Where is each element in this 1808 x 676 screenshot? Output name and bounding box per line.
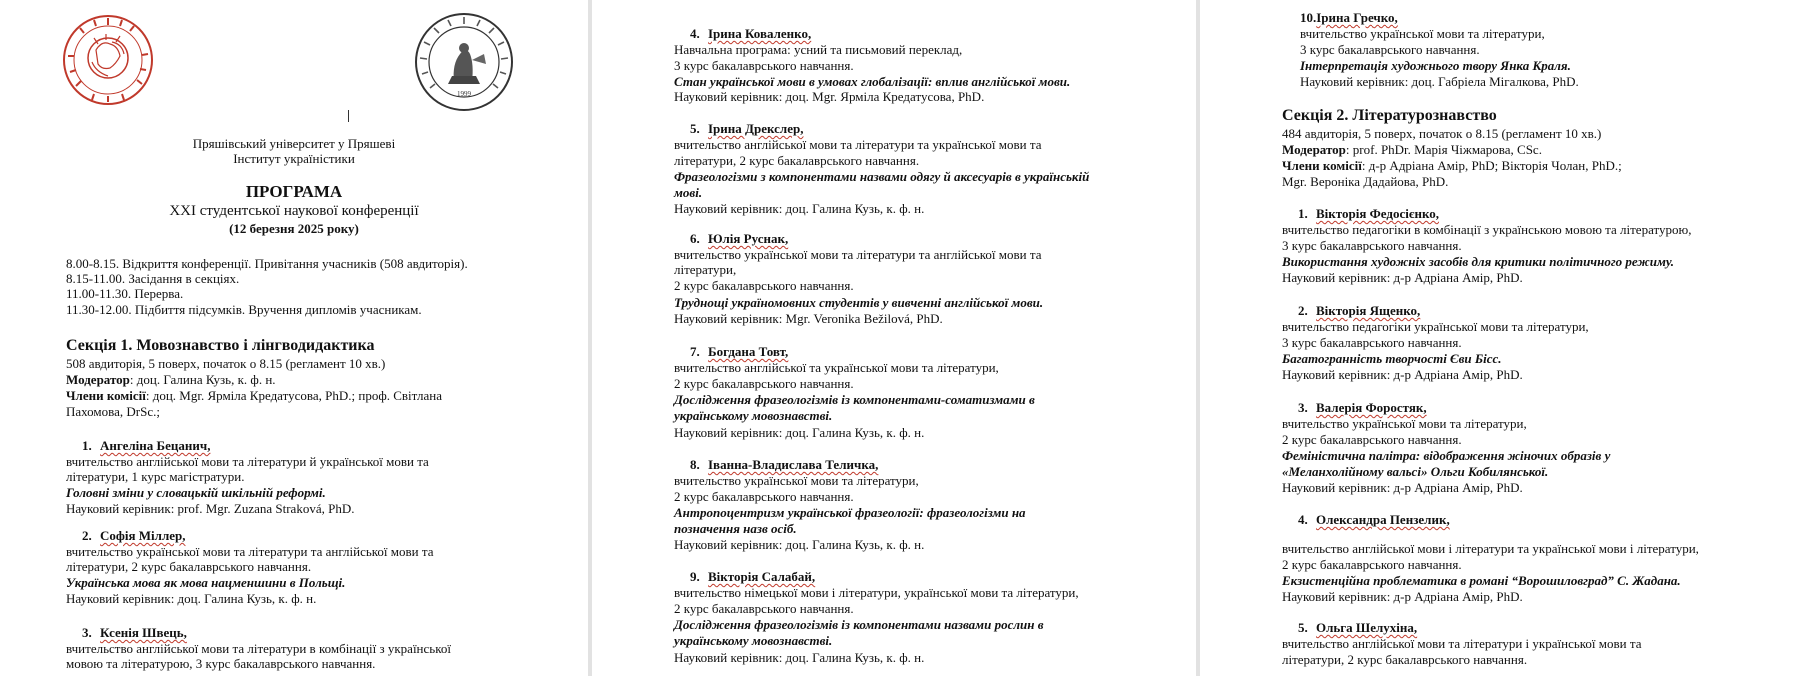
participant-program: вчительство української мови та літератури, xyxy=(1300,26,1545,41)
participant-topic: Головні зміни у словацькій шкільній реформі. xyxy=(66,485,326,500)
participant-program: вчительство української мови та літератури та англійської мови та xyxy=(674,247,1042,262)
university-name: Пряшівський університет у Пряшеві xyxy=(192,136,396,151)
participant-name: 1. Ангеліна Бецанич, xyxy=(82,438,211,453)
participant-supervisor: Науковий керівник: prof. Mgr. Zuzana Straková, PhD. xyxy=(66,501,355,516)
conference-title: XXI студентської наукової конференції xyxy=(169,203,419,219)
participant-topic: Екзистенційна проблематика в романі “Ворошиловград” С. Жадана. xyxy=(1282,573,1681,588)
participant-program: вчительство української мови та літератури, xyxy=(674,473,919,488)
participant-name: 3. Ксенія Швець, xyxy=(82,625,187,640)
participant-program: 2 курс бакалаврського навчання. xyxy=(674,601,854,616)
participant-program: літератури, 1 курс магістратури. xyxy=(66,469,245,484)
participant-supervisor: Науковий керівник: д-р Адріана Амір, PhD. xyxy=(1282,589,1523,604)
participant-topic: Феміністична палітра: відображення жіночих образів у xyxy=(1282,448,1611,463)
participant-program: вчительство педагогіки української мови та літератури, xyxy=(1282,319,1589,334)
document-page-2[interactable] xyxy=(592,0,1196,676)
section-1-title: Секція 1. Мовознавство і лінгводидактика xyxy=(66,337,375,354)
participant-program: вчительство англійської мови та літератури і української мови та xyxy=(1282,636,1642,651)
participant-program: вчительство педагогіки в комбінації з українською мовою та літературою, xyxy=(1282,222,1692,237)
participant-name: 8. Іванна-Владислава Теличка, xyxy=(690,457,879,472)
participant-name: 2. Софія Міллер, xyxy=(82,528,186,543)
participant-program: 2 курс бакалаврського навчання. xyxy=(1282,557,1462,572)
participant-program: 2 курс бакалаврського навчання. xyxy=(1282,432,1462,447)
participant-program: вчительство англійської та української мови та літератури, xyxy=(674,360,999,375)
participant-program: вчительство української мови та літератури та англійської мови та xyxy=(66,544,434,559)
participant-topic: Антропоцентризм української фразеології: фразеологізми на xyxy=(674,505,1026,520)
participant-name: 4. Ірина Коваленко, xyxy=(690,26,812,41)
participant-program: літератури, 2 курс бакалаврського навчання. xyxy=(1282,652,1528,667)
participant-supervisor: Науковий керівник: доц. Галина Кузь, к. ф. н. xyxy=(674,650,925,665)
section-2-moderator: Модератор: prof. PhDr. Марія Чіжмарова, CSc. xyxy=(1282,142,1542,157)
schedule-item: 11.00-11.30. Перерва. xyxy=(66,286,184,301)
schedule-item: 11.30-12.00. Підбиття підсумків. Вручення дипломів учасникам. xyxy=(66,302,422,317)
participant-topic: Дослідження фразеологізмів із компонентами-соматизмами в xyxy=(674,392,1035,407)
participant-name: 9. Вікторія Салабай, xyxy=(690,569,816,584)
section-2-members: Члени комісії: д-р Адріана Амір, PhD; Вікторія Чолан, PhD.; xyxy=(1282,158,1622,173)
section-1-members: Члени комісії: доц. Mgr. Ярміла Кредатусова, PhD.; проф. Світлана xyxy=(66,388,443,403)
participant-topic: Фразеологізми з компонентами назвами одягу й аксесуарів в українській xyxy=(674,169,1090,184)
faculty-seal-icon xyxy=(414,12,514,112)
participant-program: 2 курс бакалаврського навчання. xyxy=(674,489,854,504)
section-2-title: Секція 2. Літературознавство xyxy=(1282,107,1497,124)
participant-topic: «Меланхолійному вальсі» Ольги Кобилянської. xyxy=(1282,464,1549,479)
participant-program: літератури, 2 курс бакалаврського навчання. xyxy=(66,559,312,574)
participant-program: Навчальна програма: усний та письмовий переклад, xyxy=(674,42,963,57)
schedule-item: 8.00-8.15. Відкриття конференції. Привітання учасників (508 авдиторія). xyxy=(66,256,468,271)
participant-supervisor: Науковий керівник: доц. Mgr. Ярміла Кредатусова, PhD. xyxy=(674,89,985,104)
participant-program: вчительство англійської мови та літератури й української мови та xyxy=(66,454,429,469)
participant-name: 7. Богдана Товт, xyxy=(690,344,789,359)
participant-topic: українському мовознавстві. xyxy=(674,408,833,423)
participant-name: 4. Олександра Пензелик, xyxy=(1298,512,1450,527)
participant-supervisor: Науковий керівник: доц. Галина Кузь, к. ф. н. xyxy=(674,537,925,552)
participant-topic: мові. xyxy=(674,185,703,200)
document-page-3[interactable] xyxy=(1200,0,1808,676)
participant-name: 5. Ірина Дрекслер, xyxy=(690,121,804,136)
participant-program: 3 курс бакалаврського навчання. xyxy=(674,58,854,73)
participant-program: вчительство англійської мови і літератури та української мови і літератури, xyxy=(1282,541,1699,556)
section-1-info: 508 авдиторія, 5 поверх, початок о 8.15 (регламент 10 хв.) xyxy=(66,356,386,371)
section-2-info: 484 авдиторія, 5 поверх, початок о 8.15 (регламент 10 хв.) xyxy=(1282,126,1602,141)
participant-name: 10.Ірина Гречко, xyxy=(1300,10,1398,25)
document-page-1[interactable] xyxy=(0,0,588,676)
participant-topic: Стан української мови в умовах глобалізації: вплив англійської мови. xyxy=(674,74,1071,89)
participant-topic: Дослідження фразеологізмів із компонентами назвами рослин в xyxy=(674,617,1044,632)
participant-program: 3 курс бакалаврського навчання. xyxy=(1282,335,1462,350)
section-2-members-cont: Mgr. Вероніка Дадайова, PhD. xyxy=(1282,174,1449,189)
program-title: ПРОГРАМА xyxy=(245,182,343,201)
participant-program: 2 курс бакалаврського навчання. xyxy=(674,376,854,391)
participant-topic: Використання художніх засобів для критики політичного режиму. xyxy=(1282,254,1675,269)
university-seal-icon xyxy=(62,14,154,106)
institute-name: Інститут україністики xyxy=(233,151,355,166)
participant-program: 2 курс бакалаврського навчання. xyxy=(674,278,854,293)
participant-program: літератури, 2 курс бакалаврського навчання. xyxy=(674,153,920,168)
schedule-item: 8.15-11.00. Засідання в секціях. xyxy=(66,271,240,286)
participant-name: 1. Вікторія Федосієнко, xyxy=(1298,206,1440,221)
participant-program: вчительство німецької мови і літератури, української мови та літератури, xyxy=(674,585,1079,600)
participant-supervisor: Науковий керівник: д-р Адріана Амір, PhD. xyxy=(1282,367,1523,382)
participant-program: 3 курс бакалаврського навчання. xyxy=(1282,238,1462,253)
participant-topic: позначення назв осіб. xyxy=(674,521,797,536)
participant-program: вчительство англійської мови та літератури в комбінації з української xyxy=(66,641,451,656)
section-1-members-cont: Пахомова, DrSc.; xyxy=(66,404,160,419)
conference-date: (12 березня 2025 року) xyxy=(229,221,359,236)
participant-supervisor: Науковий керівник: доц. Галина Кузь, к. ф. н. xyxy=(674,425,925,440)
seal-year: 1999 xyxy=(457,90,471,98)
participant-name: 5. Ольга Шелухіна, xyxy=(1298,620,1418,635)
participant-program: літератури, xyxy=(674,262,737,277)
participant-program: 3 курс бакалаврського навчання. xyxy=(1300,42,1480,57)
participant-program: вчительство англійської мови та літератури та української мови та xyxy=(674,137,1042,152)
participant-topic: Труднощі україномовних студентів у вивченні англійської мови. xyxy=(674,295,1044,310)
participant-topic: Українська мова як мова нацменшини в Польщі. xyxy=(66,575,346,590)
participant-supervisor: Науковий керівник: доц. Габріела Мігалкова, PhD. xyxy=(1300,74,1579,89)
participant-topic: Багатогранність творчості Єви Бісс. xyxy=(1282,351,1502,366)
participant-program: мовою та літературою, 3 курс бакалаврського навчання. xyxy=(66,656,376,671)
participant-topic: Інтерпретація художнього твору Янка Краля. xyxy=(1300,58,1571,73)
participant-supervisor: Науковий керівник: Mgr. Veronika Bežilová, PhD. xyxy=(674,311,943,326)
participant-name: 6. Юлія Руснак, xyxy=(690,231,789,246)
section-1-moderator: Модератор: доц. Галина Кузь, к. ф. н. xyxy=(66,372,276,387)
participant-supervisor: Науковий керівник: д-р Адріана Амір, PhD. xyxy=(1282,270,1523,285)
participant-program: вчительство української мови та літератури, xyxy=(1282,416,1527,431)
participant-name: 3. Валерія Форостяк, xyxy=(1298,400,1427,415)
text-cursor xyxy=(348,110,349,122)
participant-topic: українському мовознавстві. xyxy=(674,633,833,648)
participant-supervisor: Науковий керівник: доц. Галина Кузь, к. ф. н. xyxy=(66,591,317,606)
participant-supervisor: Науковий керівник: доц. Галина Кузь, к. ф. н. xyxy=(674,201,925,216)
participant-supervisor: Науковий керівник: д-р Адріана Амір, PhD. xyxy=(1282,480,1523,495)
participant-name: 2. Вікторія Ященко, xyxy=(1298,303,1421,318)
